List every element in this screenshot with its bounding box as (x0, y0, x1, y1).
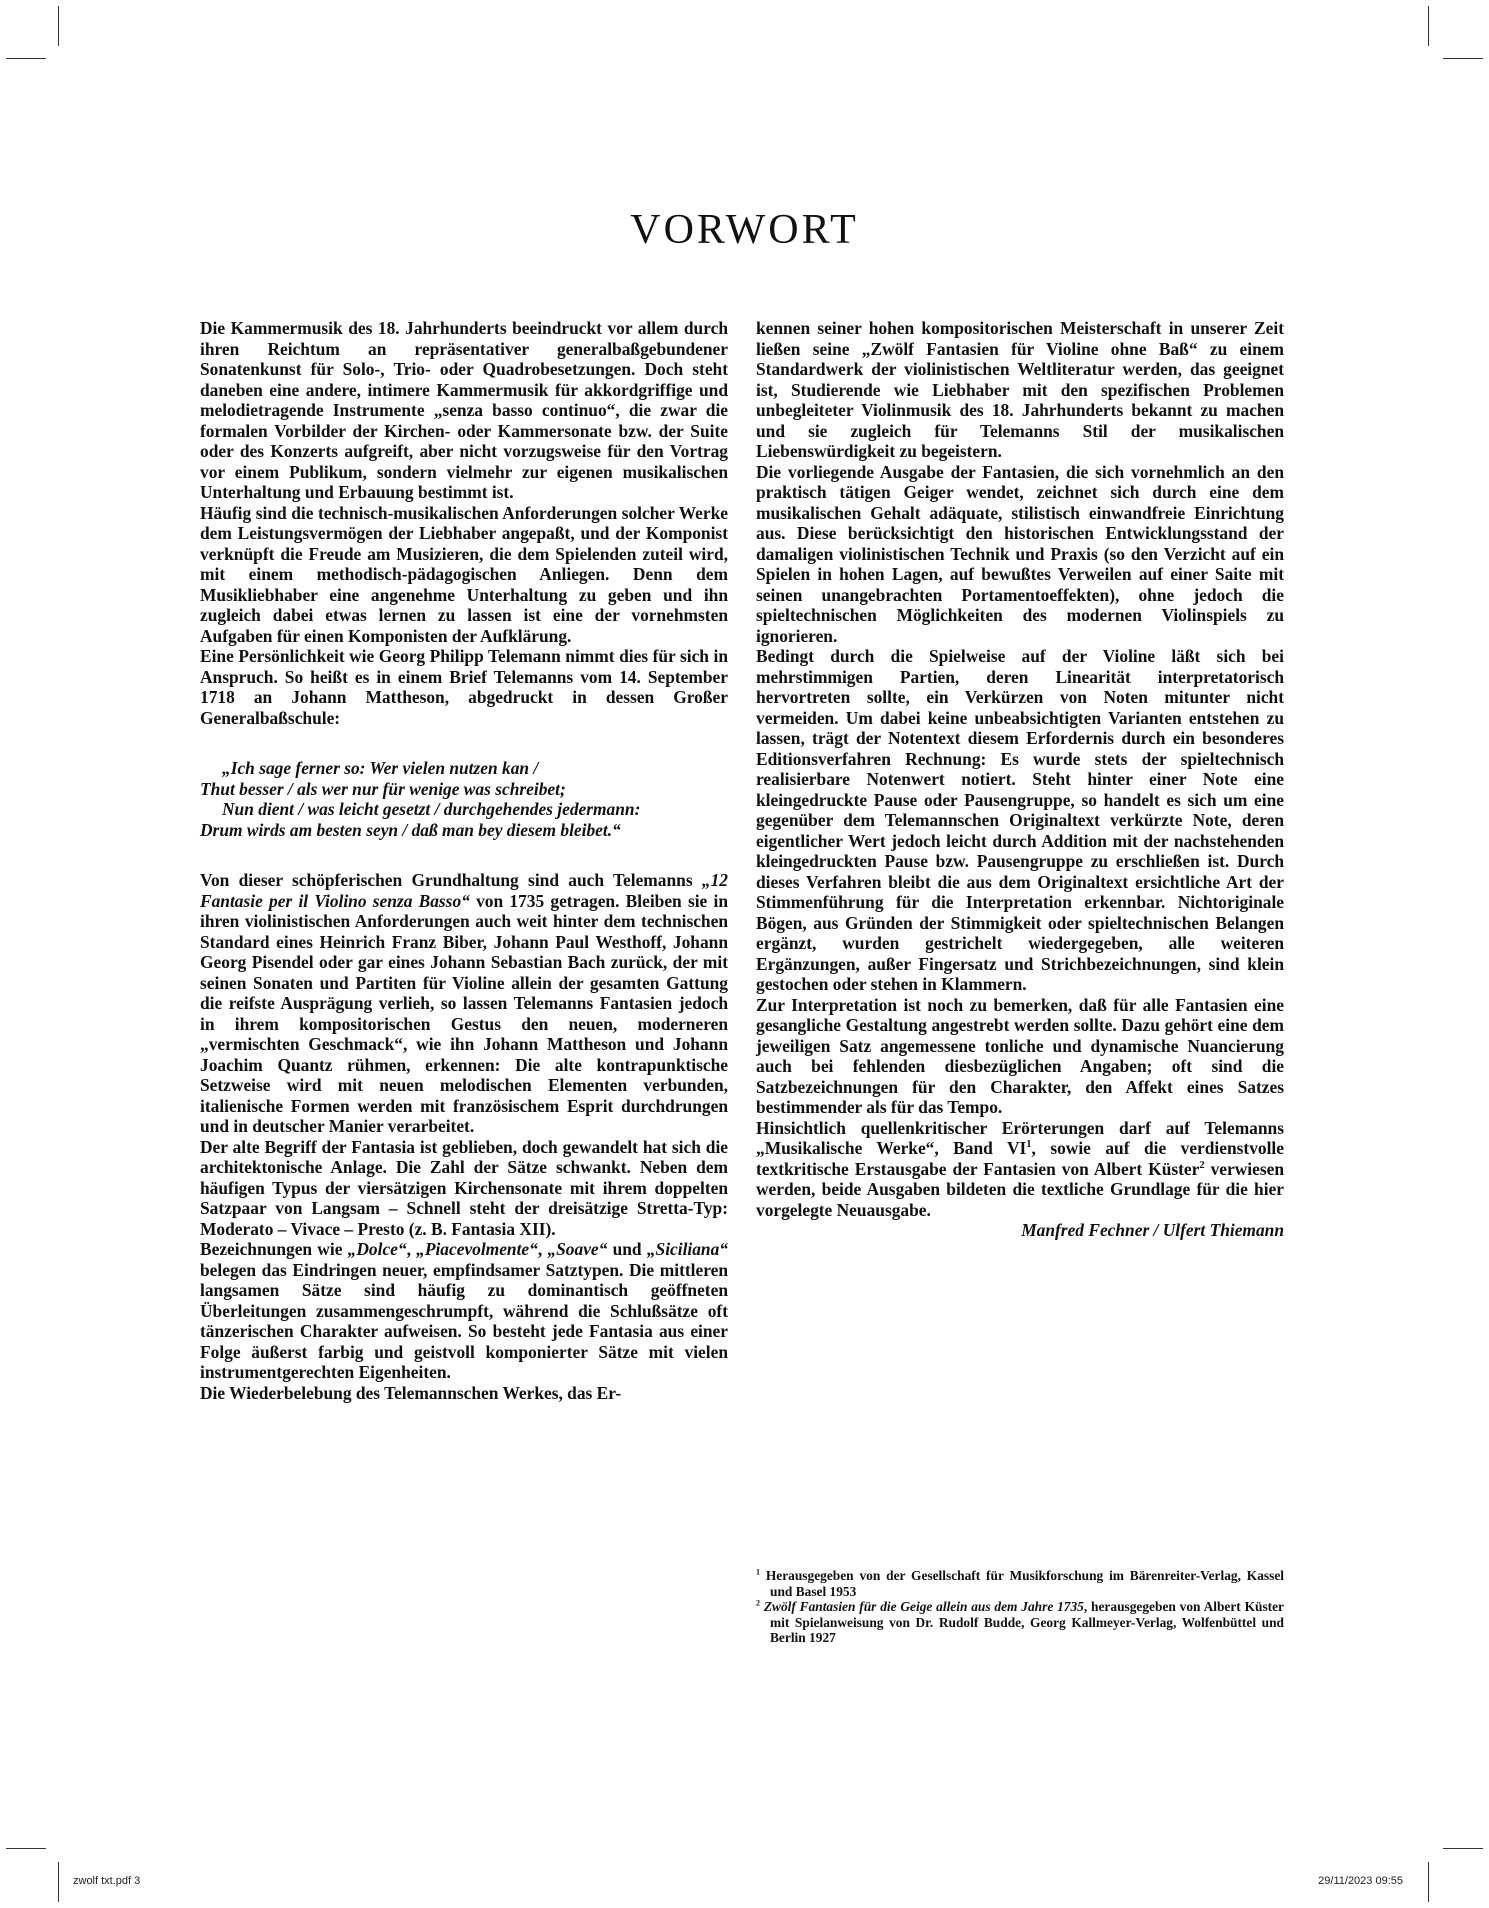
footer-file-label: zwolf txt.pdf 3 (73, 1875, 141, 1887)
paragraph: Die Wiederbelebung des Telemannschen Werkes, das Er- (200, 1382, 622, 1403)
text-run: , sowie auf die verdienstvolle textkritische Erstausgabe der Fantasien von Albert Küster (756, 1138, 1284, 1179)
footnote-ref: 2 (1199, 1159, 1205, 1171)
tempo-term: „Siciliana“ (646, 1239, 728, 1259)
crop-mark (6, 58, 46, 59)
telemann-quote (200, 758, 728, 840)
quote-line: „Ich sage ferner so: Wer vielen nutzen kan / (222, 758, 539, 778)
footnote (756, 1599, 1284, 1646)
crop-mark (1428, 1862, 1429, 1902)
footer-timestamp: 29/11/2023 09:55 (1318, 1875, 1403, 1887)
paragraph (200, 1239, 728, 1383)
footnote-title: Zwölf Fantasien für die Geige allein aus dem Jahre 1735 (760, 1599, 1084, 1615)
footnotes (756, 1568, 1284, 1646)
footnote (756, 1568, 1284, 1599)
text-run: , (406, 1239, 417, 1259)
text-run: verwiesen werden, beide Ausgaben bildeten die textliche Grundlage für die hier vorgelegte Neuausgabe. (756, 1158, 1284, 1220)
paragraph: Die vorliegende Ausgabe der Fantasien, die sich vornehmlich an den praktisch tätigen Geiger wendet, zeichnet sich durch eine dem musikalischen Gehalt adäquate, stilistisch einwandfreie Einrichtung aus. Diese berücksichtigt den historischen Entwicklungsstand der damaligen violinistischen Technik und Praxis (so den Verzicht auf ein Spielen in hohen Lagen, auf bewußtes Verweilen auf einer Saite mit seinen unangebrachten Portamentoeffekten), ohne jedoch die spieltechnischen Möglichkeiten des modernen Violinspiels zu ignorieren. (756, 461, 1284, 646)
quote-line: Drum wirds am besten seyn / daß man bey diesem bleibet.“ (200, 819, 621, 840)
crop-mark (1443, 58, 1483, 59)
left-column (200, 318, 728, 1403)
crop-mark (58, 6, 59, 46)
text-run: und (607, 1239, 647, 1259)
footnote-text: Herausgegeben von der Gesellschaft für Musikforschung im Bärenreiter-Verlag, Kassel und Basel 1953 (760, 1568, 1284, 1599)
footnote-text: , herausgegeben von Albert Küster mit Spielanweisung von Dr. Rudolf Budde, Georg Kallmeyer-Verlag, Wolfenbüttel und Berlin 1927 (770, 1599, 1284, 1646)
crop-mark (6, 1848, 46, 1849)
crop-mark (1428, 6, 1429, 46)
page-title: VORWORT (630, 207, 859, 253)
quote-line: Nun dient / was leicht gesetzt / durchgehendes jedermann: (222, 799, 641, 819)
crop-mark (58, 1862, 59, 1902)
paragraph: Die Kammermusik des 18. Jahrhunderts beeindruckt vor allem durch ihren Reichtum an repräsentativer generalbaßgebundener Sonatenkunst für Solo-, Trio- oder Quadrobesetzungen. Doch steht daneben eine andere, intimere Kammermusik für akkordgriffige und melodietragende Instrumente „senza basso continuo“, die zwar die formalen Vorbilder der Kirchen- oder Kammersonate bzw. der Suite oder des Konzerts aufgreift, aber nicht vorzugsweise für den Vortrag vor einem Publikum, sondern vielmehr zur eigenen musikalischen Unterhaltung und Erbauung bestimmt ist. (200, 318, 728, 502)
paragraph: Der alte Begriff der Fantasia ist geblieben, doch gewandelt hat sich die architektonische Anlage. Die Zahl der Sätze schwankt. Neben dem häufigen Typus der viersätzigen Kirchensonate mit ihrem doppelten Satzpaar von Langsam – Schnell steht der dreisätzige Stretta-Typ: Moderato – Vivace – Presto (z. B. Fantasia XII). (200, 1136, 728, 1239)
quote-line: Thut besser / als wer nur für wenige was schreibet; (200, 778, 566, 799)
tempo-term: „Dolce“ (347, 1239, 407, 1259)
paragraph: Häufig sind die technisch-musikalischen Anforderungen solcher Werke dem Leistungsvermögen der Liebhaber angepaßt, und der Komponist verknüpft die Freude am Musizieren, die dem Spielenden zuteil wird, mit einem methodisch-pädagogischen Anliegen. Denn dem Musikliebhaber eine angenehme Unterhaltung zu geben und ihn zugleich dabei etwas lernen zu lassen ist eine der vornehmsten Aufgaben für einen Komponisten der Aufklärung. (200, 502, 728, 646)
tempo-term: „Piacevolmente“ (416, 1239, 538, 1259)
work-title: „12 Fantasie per il Violino senza Basso“ (200, 870, 728, 911)
text-run: belegen das Eindringen neuer, empfindsamer Satztypen. Die mittleren langsamen Sätze sind häufig zu dominantisch geöffneten Überleitungen zusammengeschrumpft, während die Schlußsätze oft tänzerischen Charakter aufweisen. So besteht jede Fantasia aus einer Folge äußerst farbig und geistvoll komponierter Sätze mit vielen instrumentgerechten Eigenheiten. (200, 1259, 728, 1382)
footnote-ref: 1 (1026, 1139, 1032, 1151)
paragraph (756, 1118, 1284, 1221)
paragraph: Zur Interpretation ist noch zu bemerken, daß für alle Fantasien eine gesangliche Gestaltung angestrebt werden sollte. Dazu gehört eine dem jeweiligen Satz angemessene tonliche und dynamische Nuancierung auch bei fehlenden diesbezüglichen Angaben; oft sind die Satzbezeichnungen für den Charakter, den Affekt eines Satzes bestimmender als für das Tempo. (756, 994, 1284, 1117)
paragraph: Eine Persönlichkeit wie Georg Philipp Telemann nimmt dies für sich in Anspruch. So heißt es in einem Brief Telemanns vom 14. September 1718 an Johann Mattheson, abgedruckt in dessen Großer Generalbaßschule: (200, 646, 728, 728)
paragraph (200, 870, 728, 1137)
text-run: Hinsichtlich quellenkritischer Erörterungen darf auf Telemanns „Musikalische Werke“, Band VI (756, 1117, 1284, 1158)
crop-mark (1443, 1848, 1483, 1849)
paragraph: kennen seiner hohen kompositorischen Meisterschaft in unserer Zeit ließen seine „Zwölf Fantasien für Violine ohne Baß“ zu einem Standardwerk der violinistischen Weltliteratur werden, das geeignet ist, Studierende wie Liebhaber mit den spezifischen Problemen unbegleiteter Violinmusik des 18. Jahrhunderts bekannt zu machen und sie zugleich für Telemanns Stil der musikalischen Liebenswürdigkeit zu begeistern. (756, 318, 1284, 461)
paragraph: Bedingt durch die Spielweise auf der Violine läßt sich bei mehrstimmigen Partien, deren Linearität interpretatorisch hervortreten sollte, ein Verkürzen von Noten mitunter nicht vermeiden. Um dabei keine unbeabsichtigten Varianten entstehen zu lassen, trägt der Notentext diesem Erfordernis durch ein besonderes Editionsverfahren Rechnung: Es wurde stets der spieltechnisch realisierbare Notenwert notiert. Steht hinter einer Note eine kleingedruckte Pause oder Pausengruppe, so handelt es sich um eine gegenüber dem Telemannschen Originaltext verkürzte Note, deren eigentlicher Wert jedoch leicht durch Addition mit der nachstehenden kleingedruckten Pause bzw. Pausengruppe zu erschließen ist. Durch dieses Verfahren bleibt die aus dem Originaltext ersichtliche Art der Stimmenführung für die Interpretation erkennbar. Nichtoriginale Bögen, aus Gründen der Stimmigkeit oder spieltechnischen Belangen ergänzt, wurden gestrichelt wiedergegeben, alle weiteren Ergänzungen, außer Fingersatz und Strichbezeichnungen, sind klein gestochen oder stehen in Klammern. (756, 646, 1284, 994)
text-run: von 1735 getragen. Bleiben sie in ihren violinistischen Anforderungen auch weit hinter dem technischen Standard eines Heinrich Franz Biber, Johann Paul Westhoff, Johann Georg Pisendel oder gar eines Johann Sebastian Bach zurück, der mit seinen Sonaten und Partiten für Violine allein der gesamten Gattung die reifste Ausprägung verlieh, so lassen Telemanns Fantasien jedoch in ihrem kompositorischen Gestus den neuen, moderneren „vermischten Geschmack“, wie ihn Johann Mattheson und Johann Joachim Quantz rühmen, erkennen: Die alte kontrapunktische Setzweise wird mit neuen melodischen Elementen verbunden, italienische Formen werden mit französischem Esprit durchdrungen und in deutscher Manier verarbeitet. (200, 890, 729, 1136)
tempo-term: „Soave“ (547, 1239, 608, 1259)
text-run: , (537, 1239, 548, 1259)
right-column (756, 318, 1284, 1241)
signature: Manfred Fechner / Ulfert Thiemann (1021, 1220, 1284, 1240)
text-run: Bezeichnungen wie (200, 1239, 348, 1259)
footnote-mark: 2 (756, 1598, 761, 1608)
footnote-mark: 1 (756, 1567, 761, 1577)
text-run: Von dieser schöpferischen Grundhaltung sind auch Telemanns (200, 870, 702, 890)
